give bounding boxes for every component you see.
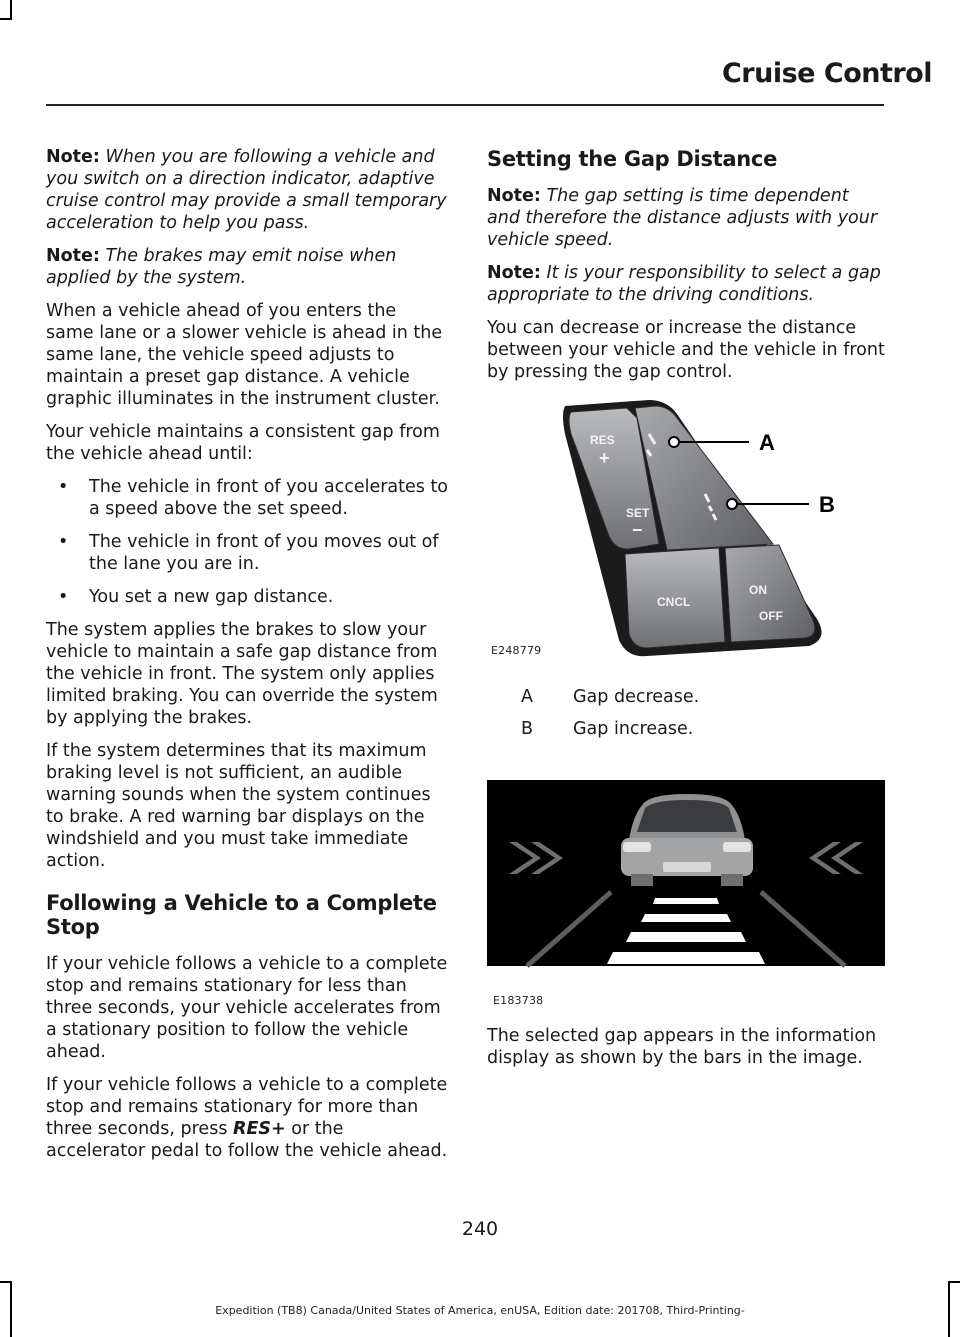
crop-mark xyxy=(10,0,12,20)
list-item-text: The vehicle in front of you accelerates to a speed above the set speed. xyxy=(89,477,449,519)
note-paragraph xyxy=(46,146,448,234)
cruise-control-buttons-figure xyxy=(487,394,885,664)
legend-key: A xyxy=(521,687,533,707)
gap-bar xyxy=(653,898,719,904)
section-heading: Following a Vehicle to a Complete Stop xyxy=(46,891,437,939)
page-title: Cruise Control xyxy=(721,58,932,89)
note-text: The brakes may emit noise when applied by the system. xyxy=(46,246,397,288)
gap-bar xyxy=(607,952,765,964)
gap-display-figure xyxy=(487,780,885,1030)
body-paragraph: When a vehicle ahead of you enters the same lane or a slower vehicle is ahead in the same lane, the vehicle speed adjusts to maintain a preset gap distance. A vehicle graphic illuminates in the instrument cluster. xyxy=(46,301,443,409)
body-paragraph: If your vehicle follows a vehicle to a complete stop and remains stationary for less than three seconds, your vehicle accelerates from a stationary position to follow the vehicle ahead. xyxy=(46,954,448,1062)
section-heading: Setting the Gap Distance xyxy=(487,147,778,171)
gap-display-illustration xyxy=(487,780,885,996)
cncl-label: CNCL xyxy=(657,595,691,609)
legend-row xyxy=(487,686,885,708)
body-paragraph: If the system determines that its maximum braking level is not sufficient, an audible warning sounds when the system continues to brake. A red warning bar displays on the windshield and you must take immediate action. xyxy=(46,741,431,871)
header-rule xyxy=(46,104,884,106)
figure-code: E183738 xyxy=(493,994,544,1007)
note-label: Note: xyxy=(46,246,100,266)
crop-mark xyxy=(0,1281,12,1283)
note-paragraph xyxy=(487,262,885,306)
callout-a-dot xyxy=(669,437,679,447)
legend-key: B xyxy=(521,719,534,739)
crop-mark xyxy=(0,18,12,20)
note-label: Note: xyxy=(487,186,541,206)
crop-mark xyxy=(948,1281,960,1283)
body-paragraph: Your vehicle maintains a consistent gap from the vehicle ahead until: xyxy=(46,422,440,464)
callout-b-label: B xyxy=(819,492,835,517)
callout-b-dot xyxy=(727,499,737,509)
note-label: Note: xyxy=(46,147,100,167)
vehicle-ahead-icon xyxy=(621,794,753,886)
body-paragraph: The system applies the brakes to slow your vehicle to maintain a safe gap distance from the vehicle in front. The system only applies limited braking. You can override the system by applying the brakes. xyxy=(46,620,438,728)
bullet-list xyxy=(46,476,448,608)
left-column xyxy=(46,146,448,1173)
list-item xyxy=(46,476,448,520)
right-column xyxy=(487,145,885,1080)
res-label: RES xyxy=(590,433,615,447)
body-paragraph: The selected gap appears in the information display as shown by the bars in the image. xyxy=(487,1026,877,1068)
bullet-icon: • xyxy=(58,587,69,607)
on-label: ON xyxy=(749,583,767,597)
list-item xyxy=(46,531,448,575)
note-paragraph xyxy=(46,245,448,289)
on-off-button[interactable] xyxy=(725,545,815,642)
res-plus-emphasis: RES+ xyxy=(233,1119,286,1139)
note-paragraph xyxy=(487,185,885,251)
list-item-text: The vehicle in front of you moves out of the lane you are in. xyxy=(89,532,439,574)
footer-text: Expedition (TB8) Canada/United States of America, enUSA, Edition date: 201708, Third-Printing- xyxy=(215,1304,745,1317)
bullet-icon: • xyxy=(58,532,69,552)
off-label: OFF xyxy=(759,609,783,623)
note-text: It is your responsibility to select a gap appropriate to the driving conditions. xyxy=(487,263,881,305)
body-paragraph: You can decrease or increase the distance between your vehicle and the vehicle in front by pressing the gap control. xyxy=(487,318,885,382)
note-text: When you are following a vehicle and you switch on a direction indicator, adaptive cruise control may provide a small temporary acceleration to help you pass. xyxy=(46,147,447,233)
paragraph-text: If your vehicle follows a vehicle to a complete stop and remains stationary for more than three seconds, press xyxy=(46,1075,448,1139)
bullet-icon: • xyxy=(58,477,69,497)
minus-label: − xyxy=(632,520,643,540)
note-text: The gap setting is time dependent and therefore the distance adjusts with your vehicle speed. xyxy=(487,186,878,250)
callout-a-label: A xyxy=(759,430,775,455)
gap-bar xyxy=(626,932,746,942)
set-label: SET xyxy=(626,506,650,520)
legend-row xyxy=(487,718,885,740)
list-item-text: You set a new gap distance. xyxy=(89,587,334,607)
note-label: Note: xyxy=(487,263,541,283)
legend-text: Gap increase. xyxy=(573,719,694,739)
paragraph-text: or the accelerator pedal to follow the vehicle ahead. xyxy=(46,1119,448,1161)
gap-bar xyxy=(641,914,731,922)
plus-label: + xyxy=(599,448,610,468)
page-number: 240 xyxy=(461,1218,499,1240)
figure-code: E248779 xyxy=(491,644,542,657)
list-item xyxy=(46,586,448,608)
body-paragraph xyxy=(46,1074,448,1162)
figure-legend xyxy=(487,686,885,740)
cruise-control-buttons-illustration xyxy=(487,394,885,664)
legend-text: Gap decrease. xyxy=(573,687,700,707)
